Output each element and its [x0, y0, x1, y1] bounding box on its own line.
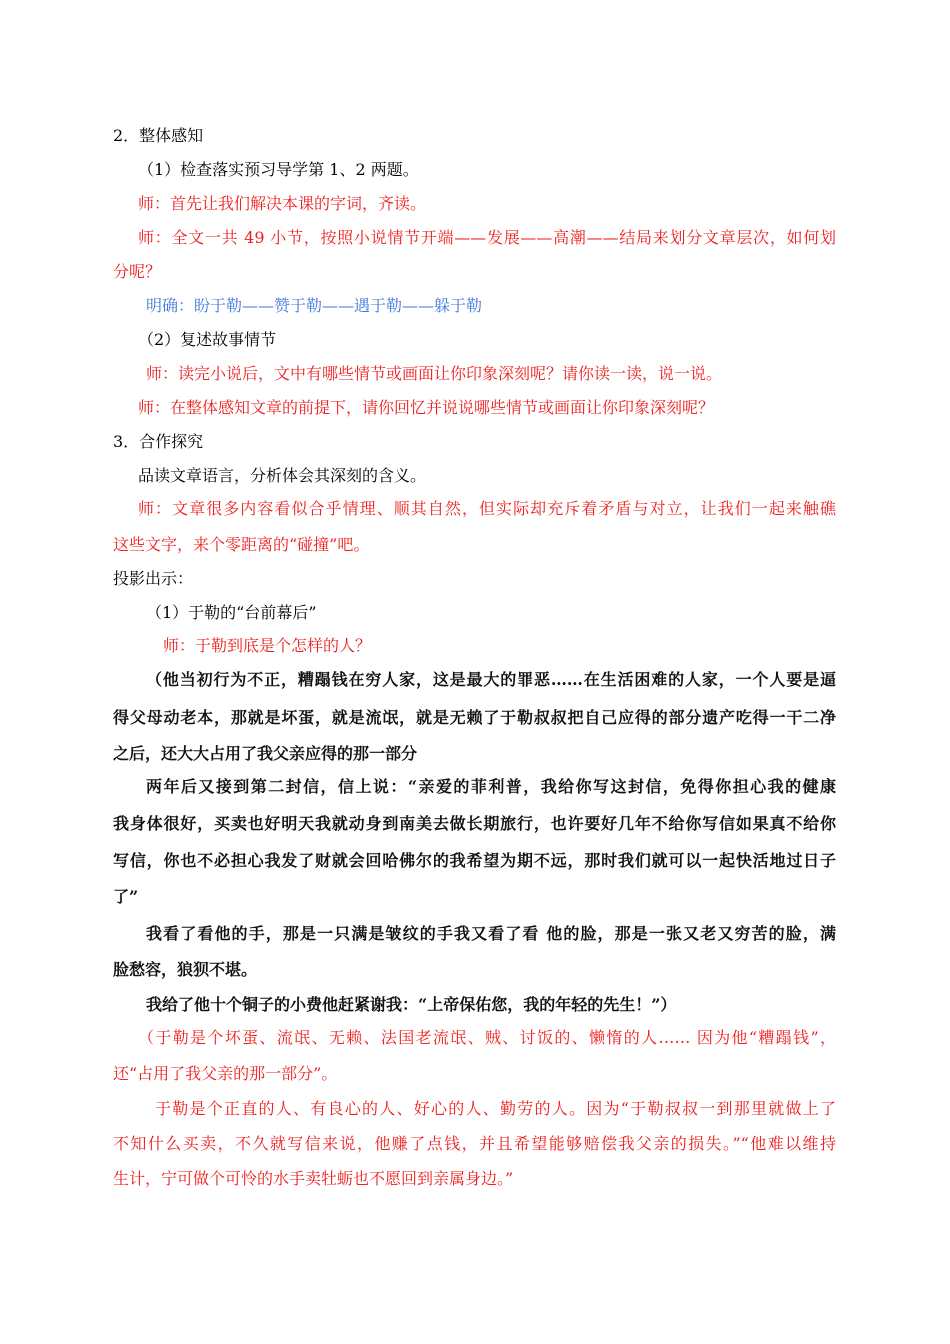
projection-item-1: （1）于勒的“台前幕后”	[146, 603, 317, 622]
quote-paragraph: 了”	[113, 887, 139, 906]
teacher-line: 师：在整体感知文章的前提下，请你回忆并说说哪些情节或画面让你印象深刻呢？	[138, 398, 715, 417]
teacher-line-continued: 分呢？	[113, 262, 162, 281]
quote-paragraph: 脸愁容，狼狈不堪。	[113, 960, 258, 979]
teacher-line: 师：全文一共 49 小节，按照小说情节开端——发展——高潮——结局来划分文章层次，如何划	[138, 228, 836, 247]
section-2-heading: 2．整体感知	[113, 126, 204, 145]
teacher-line: 师：于勒到底是个怎样的人？	[163, 636, 372, 655]
teacher-line: 师：文章很多内容看似合乎情理、顺其自然，但实际却充斥着矛盾与对立，让我们一起来触礁	[138, 499, 836, 518]
section-3-heading: 3．合作探究	[113, 432, 204, 451]
quote-paragraph: 我看了看他的手，那是一只满是皱纹的手我又看了看 他的脸，那是一张又老又穷苦的脸，满	[146, 924, 836, 943]
analysis-paragraph: 生计，宁可做个可怜的水手卖牡蛎也不愿回到亲属身边。”	[113, 1169, 514, 1188]
analysis-paragraph: 于勒是个正直的人、有良心的人、好心的人、勤劳的人。因为“于勒叔叔一到那里就做上了	[155, 1099, 836, 1118]
answer-line: 明确：盼于勒——赞于勒——遇于勒——躲于勒	[146, 296, 483, 315]
quote-paragraph: 我给了他十个铜子的小费他赶紧谢我：“上帝保佑您，我的年轻的先生！”）	[146, 995, 677, 1014]
teacher-line-continued: 这些文字，来个零距离的“碰撞”吧。	[113, 535, 370, 554]
teacher-line: 师：读完小说后，文中有哪些情节或画面让你印象深刻呢？请你读一读，说一说。	[146, 364, 723, 383]
teacher-line: 师：首先让我们解决本课的字词，齐读。	[138, 194, 427, 213]
analysis-paragraph: 不知什么买卖，不久就写信来说，他赚了点钱，并且希望能够赔偿我父亲的损失。”“他难以维持	[113, 1134, 836, 1153]
section-2-item-2: （2）复述故事情节	[138, 330, 277, 349]
quote-paragraph: 之后，还大大占用了我父亲应得的那一部分	[113, 744, 418, 763]
quote-paragraph: 我身体很好，买卖也好明天我就动身到南美去做长期旅行，也许要好几年不给你写信如果真不给你	[113, 814, 836, 833]
section-2-item-1: （1）检查落实预习导学第 1、2 两题。	[138, 160, 419, 179]
projection-label: 投影出示：	[113, 569, 194, 588]
analysis-paragraph: 还“占用了我父亲的那一部分”。	[113, 1064, 338, 1083]
section-3-intro: 品读文章语言，分析体会其深刻的含义。	[138, 466, 427, 485]
quote-paragraph: 两年后又接到第二封信，信上说：“亲爱的菲利普，我给你写这封信，免得你担心我的健康	[146, 777, 836, 796]
analysis-paragraph: （于勒是个坏蛋、流氓、无赖、法国老流氓、贼、讨饭的、懒惰的人…… 因为他“糟蹋钱”，	[138, 1028, 836, 1047]
quote-paragraph: 写信，你也不必担心我发了财就会回哈佛尔的我希望为期不远，那时我们就可以一起快活地过日子	[113, 851, 836, 870]
quote-paragraph: （他当初行为不正，糟蹋钱在穷人家，这是最大的罪恶……在生活困难的人家，一个人要是逼	[146, 670, 836, 689]
quote-paragraph: 得父母动老本，那就是坏蛋，就是流氓，就是无赖了于勒叔叔把自己应得的部分遗产吃得一干二净	[113, 708, 836, 727]
